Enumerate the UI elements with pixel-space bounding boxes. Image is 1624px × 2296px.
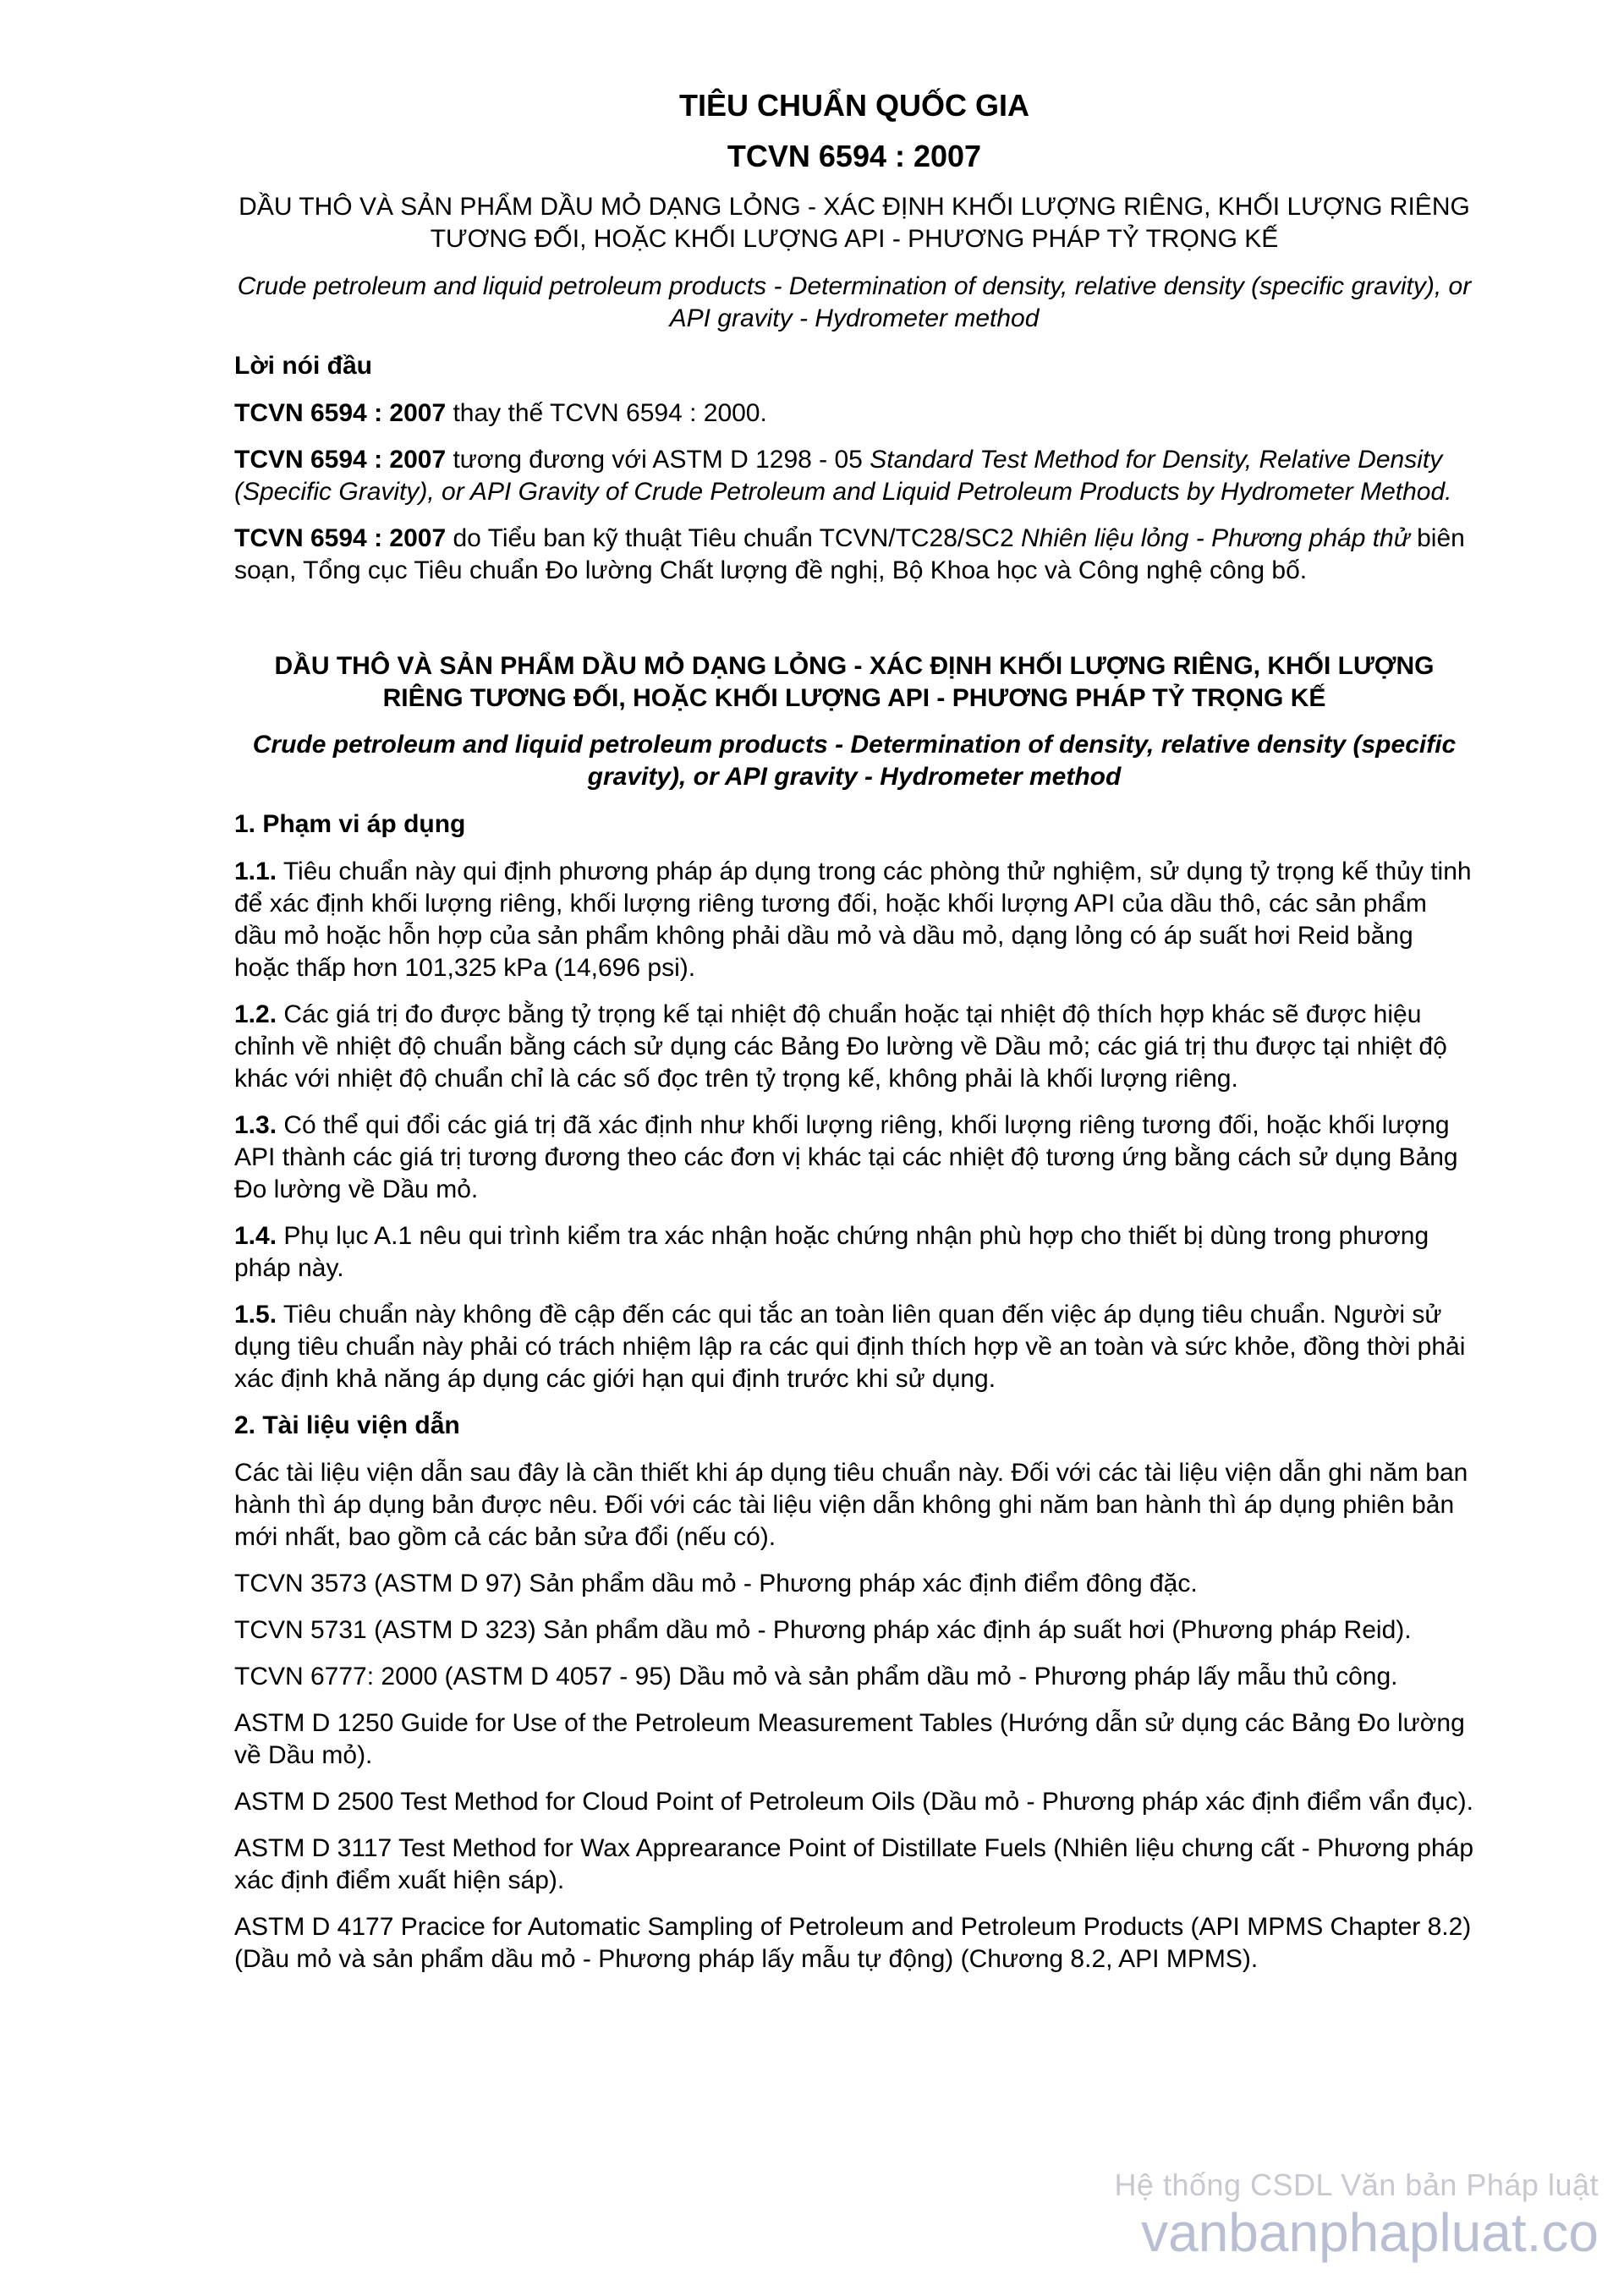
reference-item: ASTM D 2500 Test Method for Cloud Point of Petroleum Oils (Dầu mỏ - Phương pháp xác định điểm vẩn đục). — [234, 1788, 1473, 1816]
doc-number-title: TCVN 6594 : 2007 — [727, 139, 982, 173]
body-title-vi: DẦU THÔ VÀ SẢN PHẨM DẦU MỎ DẠNG LỎNG - XÁC ĐỊNH KHỐI LƯỢNG RIÊNG, KHỐI LƯỢNG RIÊNG TƯƠNG ĐỐI, HOẶC KHỐI LƯỢNG API - PHƯƠNG PHÁP TỶ TRỌNG KẾ — [274, 652, 1435, 712]
clause-1-5 — [234, 1299, 1474, 1395]
reference-item: ASTM D 4177 Pracice for Automatic Sampling of Petroleum and Petroleum Products (API MPMS Chapter 8.2) (Dầu mỏ và sản phẩm dầu mỏ - Phương pháp lấy mẫu tự động) (Chương 8.2, API MPMS). — [234, 1913, 1472, 1973]
foreword-paragraph-1 — [234, 397, 1474, 430]
body-title-en: Crude petroleum and liquid petroleum products - Determination of density, relative density (specific gravity), or API gravity - Hydrometer method — [252, 731, 1457, 791]
standard-code: TCVN 6594 : 2007 — [234, 399, 447, 427]
foreword-text: biên soạn, Tổng cục Tiêu chuẩn Đo lường Chất lượng đề nghị, Bộ Khoa học và Công nghệ công bố. — [234, 524, 1465, 584]
foreword-text: do Tiểu ban kỹ thuật Tiêu chuẩn TCVN/TC28/SC2 — [446, 524, 1021, 552]
clause-number: 1.3. — [234, 1111, 277, 1139]
clause-text: Các giá trị đo được bằng tỷ trọng kế tại nhiệt độ chuẩn hoặc tại nhiệt độ thích hợp khác sẽ được hiệu chỉnh về nhiệt độ chuẩn bằng cách sử dụng các Bảng Đo lường về Dầu mỏ; các giá trị thu được tại nhiệt độ khác với nhiệt độ chuẩn chỉ là các số đọc trên tỷ trọng kế, không phải là khối lượng riêng. — [234, 1000, 1447, 1093]
section-2-heading: 2. Tài liệu viện dẫn — [234, 1411, 460, 1439]
site-watermark — [1114, 2167, 1599, 2262]
clause-number: 1.2. — [234, 1000, 277, 1028]
clause-text: Tiêu chuẩn này qui định phương pháp áp dụng trong các phòng thử nghiệm, sử dụng tỷ trọng kế thủy tinh để xác định khối lượng riêng, khối lượng riêng tương đối, hoặc khối lượng API của dầu thô, các sản phẩm dầu mỏ hoặc hỗn hợp của sản phẩm không phải dầu mỏ và dầu mỏ, dạng lỏng có áp suất hơi Reid bằng hoặc thấp hơn 101,325 kPa (14,696 psi). — [234, 858, 1472, 982]
watermark-line-1: Hệ thống CSDL Văn bản Pháp luật — [1114, 2167, 1599, 2202]
foreword-italic-text: Standard Test Method for Density, Relative Density (Specific Gravity), or API Gravity of Crude Petroleum and Liquid Petroleum Products by Hydrometer Method. — [234, 446, 1452, 506]
clause-1-2 — [234, 999, 1474, 1095]
clause-number: 1.4. — [234, 1222, 277, 1250]
clause-1-3 — [234, 1110, 1474, 1206]
clause-text: Có thể qui đổi các giá trị đã xác định như khối lượng riêng, khối lượng riêng tương đối, hoặc khối lượng API thành các giá trị tương đương theo các đơn vị khác tại các nhiệt độ tương ứng bằng cách sử dụng Bảng Đo lường về Dầu mỏ. — [234, 1111, 1458, 1203]
foreword-paragraph-2 — [234, 444, 1474, 508]
standard-code: TCVN 6594 : 2007 — [234, 446, 447, 474]
foreword-text: thay thế TCVN 6594 : 2000. — [446, 399, 767, 427]
reference-item: ASTM D 3117 Test Method for Wax Apprearance Point of Distillate Fuels (Nhiên liệu chưng cất - Phương pháp xác định điểm xuất hiện sáp). — [234, 1834, 1474, 1894]
document-page — [234, 88, 1474, 1990]
foreword-text: tương đương với ASTM D 1298 - 05 — [446, 446, 870, 474]
doc-title-en: Crude petroleum and liquid petroleum products - Determination of density, relative density (specific gravity), or API gravity - Hydrometer method — [237, 272, 1472, 332]
foreword-heading: Lời nói đầu — [234, 352, 372, 380]
section-1-heading: 1. Phạm vi áp dụng — [234, 810, 466, 838]
reference-item: TCVN 6777: 2000 (ASTM D 4057 - 95) Dầu mỏ và sản phẩm dầu mỏ - Phương pháp lấy mẫu thủ công. — [234, 1663, 1398, 1690]
standard-code: TCVN 6594 : 2007 — [234, 524, 447, 552]
reference-item: TCVN 5731 (ASTM D 323) Sản phẩm dầu mỏ - Phương pháp xác định áp suất hơi (Phương pháp Reid). — [234, 1616, 1412, 1644]
clause-text: Tiêu chuẩn này không đề cập đến các qui tắc an toàn liên quan đến việc áp dụng tiêu chuẩn. Người sử dụng tiêu chuẩn này phải có trách nhiệm lập ra các qui định thích hợp về an toàn và sức khỏe, đồng thời phải xác định khả năng áp dụng các giới hạn qui định trước khi sử dụng. — [234, 1301, 1466, 1393]
clause-number: 1.5. — [234, 1301, 277, 1329]
clause-number: 1.1. — [234, 858, 277, 885]
section-spacer — [234, 601, 1474, 650]
reference-item: ASTM D 1250 Guide for Use of the Petroleum Measurement Tables (Hướng dẫn sử dụng các Bảng Đo lường về Dầu mỏ). — [234, 1709, 1465, 1769]
foreword-paragraph-3 — [234, 523, 1474, 587]
clause-1-4 — [234, 1220, 1474, 1285]
reference-item: TCVN 3573 (ASTM D 97) Sản phẩm dầu mỏ - Phương pháp xác định điểm đông đặc. — [234, 1570, 1198, 1597]
clause-1-1 — [234, 856, 1474, 984]
doc-category-title: TIÊU CHUẨN QUỐC GIA — [679, 88, 1029, 123]
clause-text: Phụ lục A.1 nêu qui trình kiểm tra xác nhận hoặc chứng nhận phù hợp cho thiết bị dùng trong phương pháp này. — [234, 1222, 1429, 1282]
foreword-italic-text: Nhiên liệu lỏng - Phương pháp thử — [1020, 524, 1410, 552]
watermark-line-2: vanbanphapluat.co — [1141, 2202, 1599, 2263]
doc-title-vi: DẦU THÔ VÀ SẢN PHẨM DẦU MỎ DẠNG LỎNG - XÁC ĐỊNH KHỐI LƯỢNG RIÊNG, KHỐI LƯỢNG RIÊNG TƯƠNG ĐỐI, HOẶC KHỐI LƯỢNG API - PHƯƠNG PHÁP TỶ TRỌNG KẾ — [239, 193, 1470, 253]
references-intro: Các tài liệu viện dẫn sau đây là cần thiết khi áp dụng tiêu chuẩn này. Đối với các tài liệu viện dẫn ghi năm ban hành thì áp dụng bản được nêu. Đối với các tài liệu viện dẫn không ghi năm ban hành thì áp dụng phiên bản mới nhất, bao gồm cả các bản sửa đổi (nếu có). — [234, 1459, 1468, 1551]
